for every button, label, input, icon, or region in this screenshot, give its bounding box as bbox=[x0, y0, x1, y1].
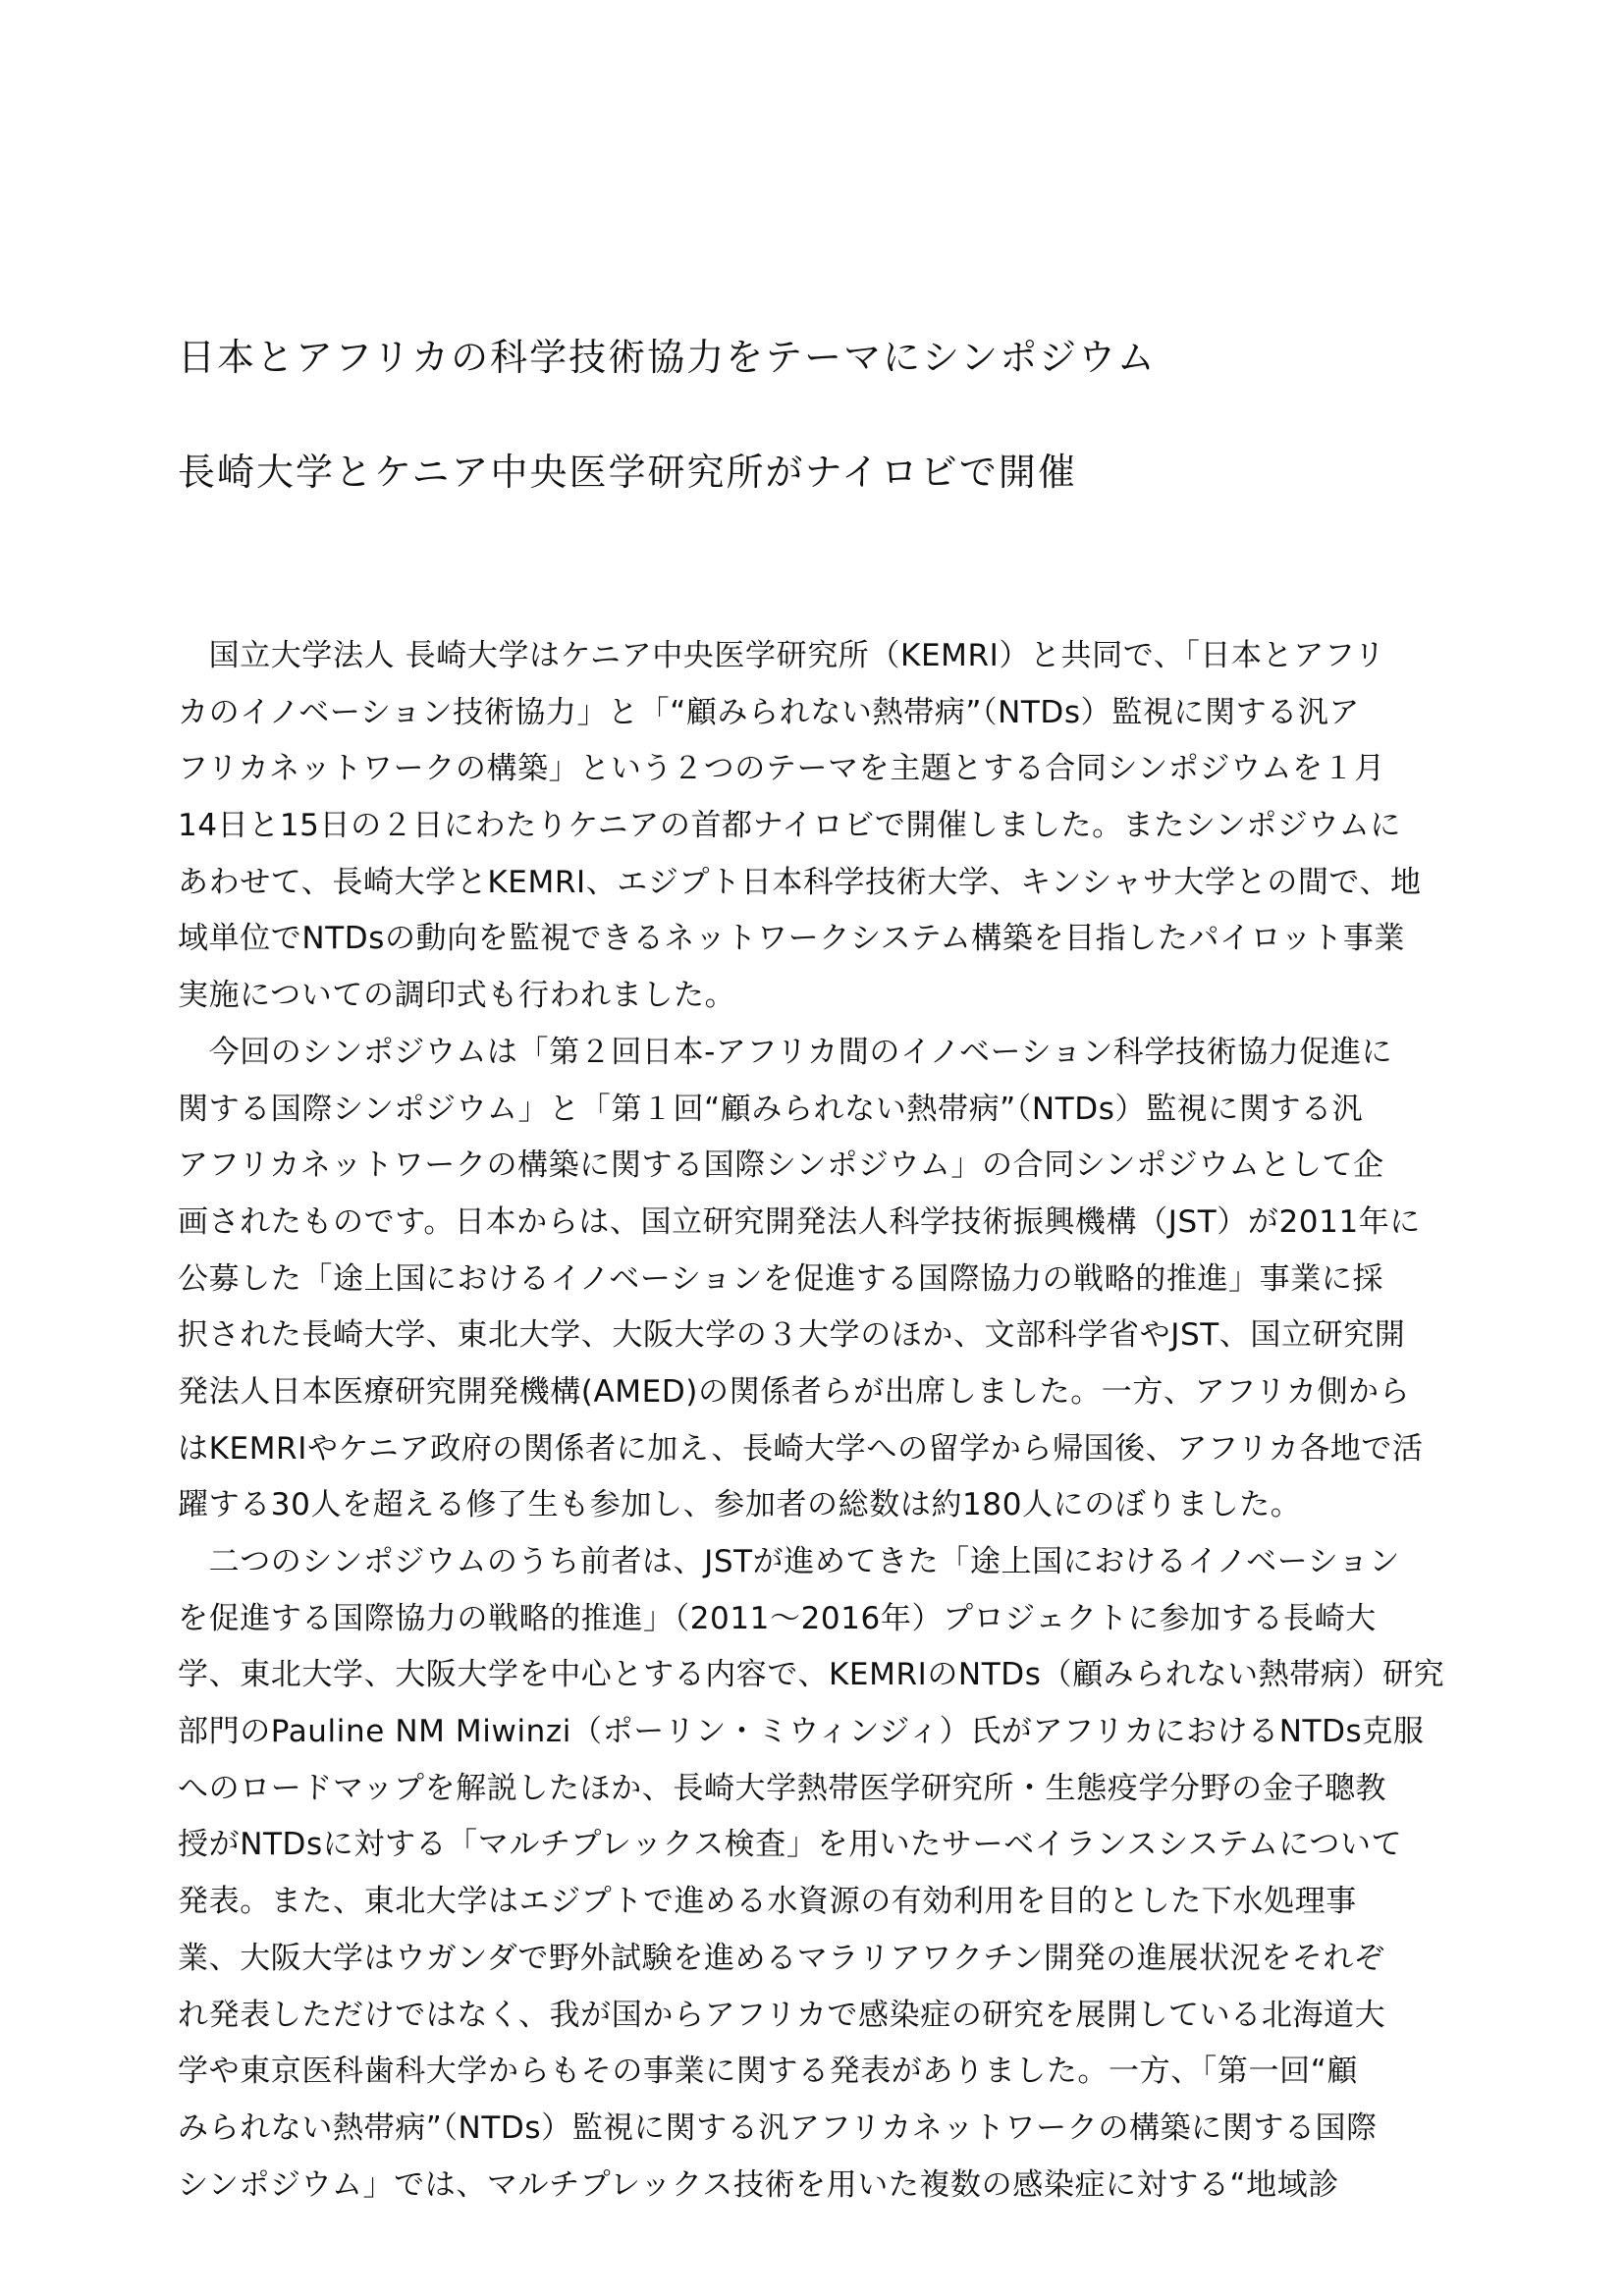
document-subtitle: 長崎大学とケニア中央医学研究所がナイロビで開催 bbox=[178, 451, 1077, 494]
document-title: 日本とアフリカの科学技術協力をテーマにシンポジウム bbox=[178, 336, 1157, 379]
body-line: 学、東北大学、大阪大学を中心とする内容で、KEMRIのNTDs（顧みられない熱帯病）研究 bbox=[178, 1657, 1445, 1693]
body-line: 国立大学法人 長崎大学はケニア中央医学研究所（KEMRI）と共同で、「日本とアフリ bbox=[178, 638, 1385, 673]
body-line: フリカネットワークの構築」という２つのテーマを主題とする合同シンポジウムを１月 bbox=[178, 751, 1385, 787]
body-line: 発法人日本医療研究開発機構(AMED)の関係者らが出席しました。一方、アフリカ側から bbox=[178, 1373, 1411, 1410]
body-text bbox=[178, 628, 1474, 2214]
body-line: はKEMRIやケニア政府の関係者に加え、長崎大学への留学から帰国後、アフリカ各地で活 bbox=[178, 1430, 1424, 1467]
body-line: 部門のPauline NM Miwinzi（ポーリン・ミウィンジィ）氏がアフリカにおけるNTDs克服 bbox=[178, 1714, 1425, 1750]
body-line: 発表。また、東北大学はエジプトで進める水資源の有効利用を目的とした下水処理事 bbox=[178, 1884, 1357, 1920]
body-line: へのロードマップを解説したほか、長崎大学熱帯医学研究所・生態疫学分野の金子聰教 bbox=[178, 1770, 1387, 1806]
body-line: 今回のシンポジウムは「第２回日本-アフリカ間のイノベーション科学技術協力促進に bbox=[178, 1034, 1393, 1070]
body-line: 授がNTDsに対する「マルチプレックス検査」を用いたサーベイランスシステムについて bbox=[178, 1827, 1403, 1863]
body-line: を促進する国際協力の戦略的推進」（2011～2016年）プロジェクトに参加する長崎大 bbox=[178, 1600, 1377, 1636]
body-line: みられない熱帯病”（NTDs）監視に関する汎アフリカネットワークの構築に関する国際 bbox=[178, 2109, 1378, 2146]
body-line: シンポジウム」では、マルチプレックス技術を用いた複数の感染症に対する“地域診 bbox=[178, 2166, 1339, 2203]
body-line: 14日と15日の２日にわたりケニアの首都ナイロビで開催しました。またシンポジウムに bbox=[178, 808, 1401, 844]
body-line: カのイノベーション技術協力」と「“顧みられない熱帯病”（NTDs）監視に関する汎ア bbox=[178, 694, 1361, 730]
body-line: 関する国際シンポジウム」と「第１回“顧みられない熱帯病”（NTDs）監視に関する汎 bbox=[178, 1091, 1364, 1127]
body-line: 業、大阪大学はウガンダで野外試験を進めるマラリアワクチン開発の進展状況をそれぞ bbox=[178, 1940, 1385, 1976]
body-line: 公募した「途上国におけるイノベーションを促進する国際協力の戦略的推進」事業に採 bbox=[178, 1260, 1384, 1297]
body-line: れ発表しただけではなく、我が国からアフリカで感染症の研究を展開している北海道大 bbox=[178, 1997, 1386, 2033]
body-line: 学や東京医科歯科大学からもその事業に関する発表がありました。一方、「第一回“顧 bbox=[178, 2054, 1358, 2090]
body-line: 二つのシンポジウムのうち前者は、JSTが進めてきた「途上国におけるイノベーション bbox=[178, 1544, 1400, 1579]
body-line: 実施についての調印式も行われました。 bbox=[178, 978, 736, 1014]
body-line: アフリカネットワークの構築に関する国際シンポジウム」の合同シンポジウムとして企 bbox=[178, 1148, 1384, 1184]
body-line: 躍する30人を超える修了生も参加し、参加者の総数は約180人にのぼりました。 bbox=[178, 1487, 1302, 1523]
title-block bbox=[178, 332, 1474, 498]
body-line: 択された長崎大学、東北大学、大阪大学の３大学のほか、文部科学省やJST、国立研究開 bbox=[178, 1317, 1406, 1354]
body-line: あわせて、長崎大学とKEMRI、エジプト日本科学技術大学、キンシャサ大学との間で、地 bbox=[178, 864, 1422, 900]
body-line: 域単位でNTDsの動向を監視できるネットワークシステム構築を目指したパイロット事業 bbox=[178, 921, 1406, 957]
body-line: 画されたものです。日本からは、国立研究開発法人科学技術振興機構（JST）が2011年に bbox=[178, 1203, 1421, 1240]
